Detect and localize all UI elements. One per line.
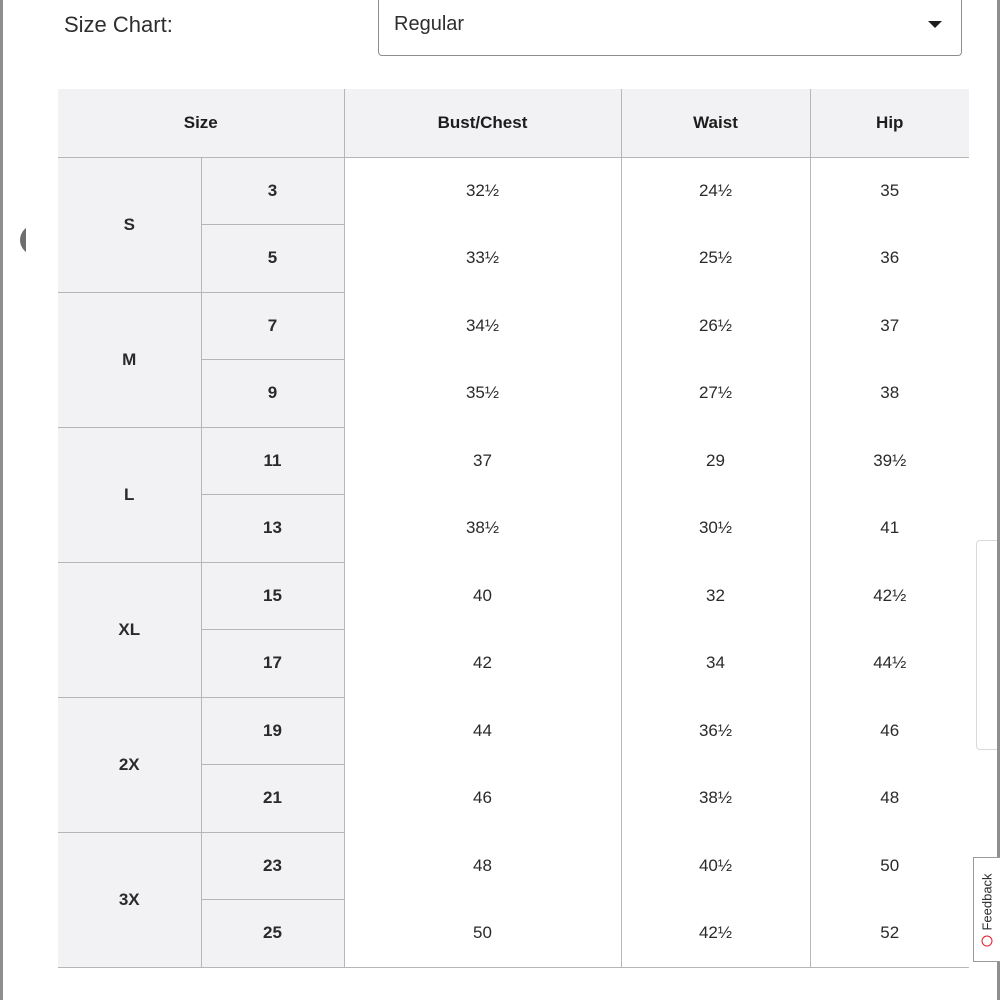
header-hip: Hip — [810, 89, 969, 157]
table-row — [58, 427, 969, 495]
waist-value: 26½ — [621, 292, 810, 360]
waist-value: 25½ — [621, 225, 810, 293]
bust-value: 42 — [344, 630, 621, 698]
speech-bubble-icon — [982, 935, 993, 946]
hip-value: 48 — [810, 765, 969, 833]
hip-value: 50 — [810, 832, 969, 900]
bust-value: 48 — [344, 832, 621, 900]
header-size: Size — [58, 89, 344, 157]
bust-value: 44 — [344, 697, 621, 765]
waist-value: 27½ — [621, 360, 810, 428]
bust-value: 46 — [344, 765, 621, 833]
size-number: 3 — [201, 157, 344, 225]
waist-value: 24½ — [621, 157, 810, 225]
size-number: 25 — [201, 900, 344, 968]
size-group-label: 2X — [58, 697, 201, 832]
size-number: 9 — [201, 360, 344, 428]
hip-value: 46 — [810, 697, 969, 765]
hip-value: 37 — [810, 292, 969, 360]
size-number: 7 — [201, 292, 344, 360]
waist-value: 36½ — [621, 697, 810, 765]
table-row — [58, 562, 969, 630]
size-group-label: M — [58, 292, 201, 427]
waist-value: 29 — [621, 427, 810, 495]
hip-value: 44½ — [810, 630, 969, 698]
feedback-tab-content — [980, 873, 995, 946]
bust-value: 34½ — [344, 292, 621, 360]
size-chart-label: Size Chart: — [64, 12, 173, 37]
bust-value: 38½ — [344, 495, 621, 563]
background-page-left — [0, 0, 26, 1000]
table-row — [58, 832, 969, 900]
background-page-right — [972, 0, 1000, 1000]
waist-value: 34 — [621, 630, 810, 698]
background-edge — [0, 0, 3, 1000]
size-chart-select[interactable] — [378, 0, 962, 56]
size-number: 15 — [201, 562, 344, 630]
size-group-label: 3X — [58, 832, 201, 967]
size-chart-select-value: Regular — [394, 13, 465, 35]
hip-value: 52 — [810, 900, 969, 968]
hip-value: 35 — [810, 157, 969, 225]
hip-value: 42½ — [810, 562, 969, 630]
feedback-tab[interactable] — [973, 857, 1000, 962]
size-number: 21 — [201, 765, 344, 833]
bust-value: 33½ — [344, 225, 621, 293]
bust-value: 40 — [344, 562, 621, 630]
size-group-label: S — [58, 157, 201, 292]
waist-value: 42½ — [621, 900, 810, 968]
header-bust-chest: Bust/Chest — [344, 89, 621, 157]
size-number: 17 — [201, 630, 344, 698]
size-chart-table — [58, 89, 969, 968]
size-group-label: XL — [58, 562, 201, 697]
table-header-row — [58, 89, 969, 157]
table-row — [58, 292, 969, 360]
bust-value: 37 — [344, 427, 621, 495]
size-number: 5 — [201, 225, 344, 293]
waist-value: 30½ — [621, 495, 810, 563]
table-row — [58, 697, 969, 765]
waist-value: 40½ — [621, 832, 810, 900]
waist-value: 38½ — [621, 765, 810, 833]
size-number: 13 — [201, 495, 344, 563]
bust-value: 35½ — [344, 360, 621, 428]
size-number: 19 — [201, 697, 344, 765]
hip-value: 36 — [810, 225, 969, 293]
size-number: 11 — [201, 427, 344, 495]
hip-value: 39½ — [810, 427, 969, 495]
hip-value: 38 — [810, 360, 969, 428]
chevron-down-icon — [928, 21, 942, 28]
feedback-label: Feedback — [979, 872, 995, 931]
size-number: 23 — [201, 832, 344, 900]
bust-value: 50 — [344, 900, 621, 968]
size-chart-modal — [26, 0, 972, 1000]
hip-value: 41 — [810, 495, 969, 563]
size-group-label: L — [58, 427, 201, 562]
waist-value: 32 — [621, 562, 810, 630]
bust-value: 32½ — [344, 157, 621, 225]
header-waist: Waist — [621, 89, 810, 157]
table-row — [58, 157, 969, 225]
